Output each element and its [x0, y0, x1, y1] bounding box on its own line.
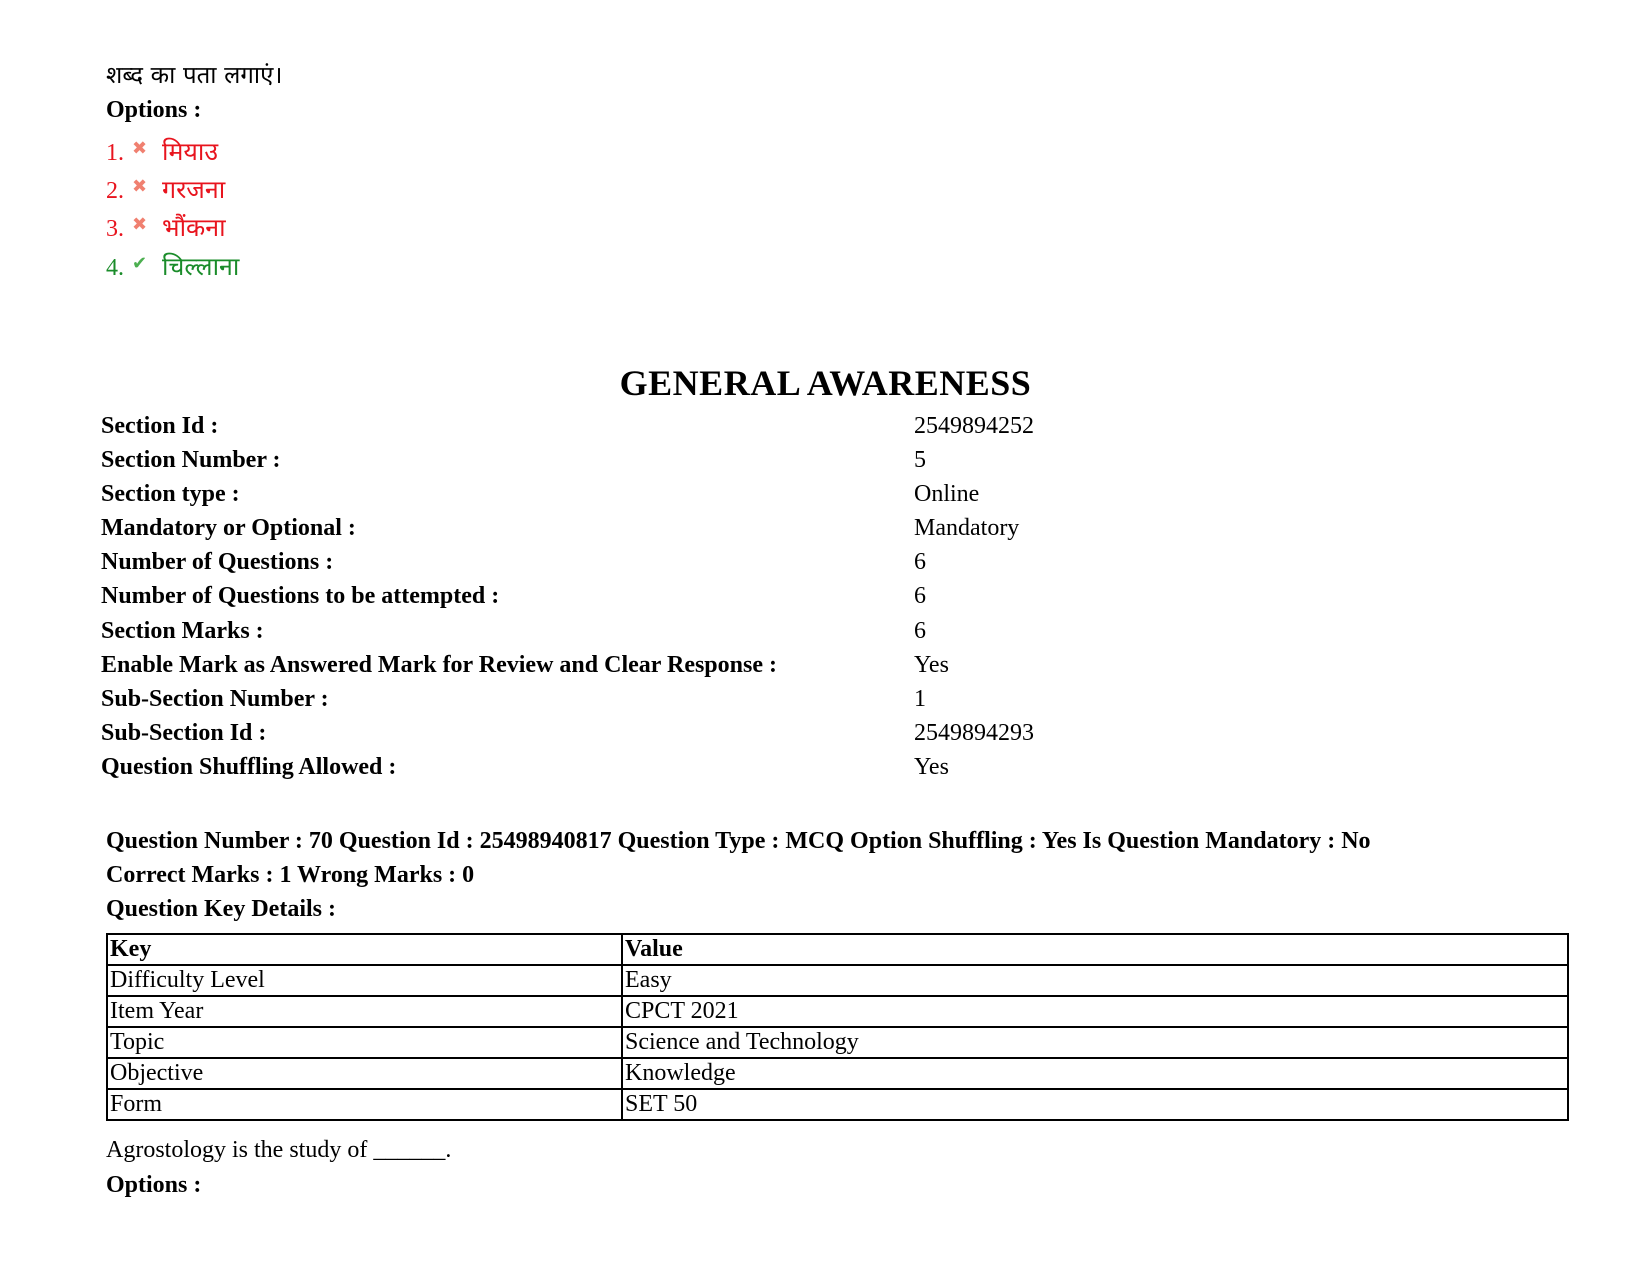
section-title: GENERAL AWARENESS	[619, 363, 1032, 403]
table-header-value: Value	[622, 934, 1568, 965]
question-marks: Correct Marks : 1 Wrong Marks : 0	[106, 862, 475, 888]
detail-value: 5	[914, 447, 926, 473]
table-cell-value: Science and Technology	[622, 1027, 1568, 1058]
table-row	[107, 965, 1568, 996]
detail-value: 6	[914, 549, 926, 575]
detail-key: Number of Questions to be attempted :	[101, 583, 500, 609]
detail-key: Number of Questions :	[101, 549, 334, 575]
table-row	[107, 996, 1568, 1027]
options-label: Options :	[106, 97, 202, 123]
option-number: 1.	[106, 140, 124, 166]
detail-key: Section Marks :	[101, 618, 264, 644]
detail-value: Online	[914, 481, 980, 507]
option-1	[106, 134, 218, 168]
option-text: मियाउ	[162, 137, 219, 166]
question-key-table	[106, 933, 1569, 1121]
option-text: भौंकना	[162, 213, 226, 242]
detail-key: Section Id :	[101, 413, 219, 439]
detail-key: Sub-Section Id :	[101, 720, 267, 746]
option-2	[106, 172, 225, 206]
detail-value: Mandatory	[914, 515, 1020, 541]
table-header-row	[107, 934, 1568, 965]
table-cell-value: SET 50	[622, 1089, 1568, 1120]
question-meta: Question Number : 70 Question Id : 25498940817 Question Type : MCQ Option Shuffling : Yes Is Question Mandatory : No	[106, 828, 1371, 854]
option-text: चिल्लाना	[162, 252, 240, 281]
detail-value: 2549894252	[914, 413, 1034, 439]
option-3	[106, 210, 226, 244]
option-text: गरजना	[162, 175, 226, 204]
table-header-key: Key	[107, 934, 622, 965]
detail-key: Sub-Section Number :	[101, 686, 329, 712]
option-number: 4.	[106, 255, 124, 281]
table-cell-key: Item Year	[107, 996, 622, 1027]
detail-value: 6	[914, 583, 926, 609]
table-cell-key: Objective	[107, 1058, 622, 1089]
table-cell-value: CPCT 2021	[622, 996, 1568, 1027]
detail-key: Section Number :	[101, 447, 281, 473]
detail-value: 2549894293	[914, 720, 1034, 746]
detail-key: Question Shuffling Allowed :	[101, 754, 397, 780]
option-4	[106, 249, 239, 283]
option-number: 2.	[106, 178, 124, 204]
table-cell-key: Form	[107, 1089, 622, 1120]
option-number: 3.	[106, 216, 124, 242]
detail-key: Enable Mark as Answered Mark for Review and Clear Response :	[101, 652, 777, 678]
cross-icon: ✖	[132, 138, 148, 159]
detail-value: Yes	[914, 652, 949, 678]
cross-icon: ✖	[132, 214, 148, 235]
table-row	[107, 1027, 1568, 1058]
table-cell-value: Knowledge	[622, 1058, 1568, 1089]
detail-value: 6	[914, 618, 926, 644]
cross-icon: ✖	[132, 176, 148, 197]
detail-key: Mandatory or Optional :	[101, 515, 356, 541]
options-label: Options :	[106, 1172, 202, 1198]
question-text: Agrostology is the study of ______.	[106, 1137, 452, 1163]
detail-value: Yes	[914, 754, 949, 780]
table-cell-key: Difficulty Level	[107, 965, 622, 996]
check-icon: ✔	[132, 253, 148, 274]
detail-key: Section type :	[101, 481, 240, 507]
detail-value: 1	[914, 686, 926, 712]
table-cell-key: Topic	[107, 1027, 622, 1058]
table-cell-value: Easy	[622, 965, 1568, 996]
question-key-details-label: Question Key Details :	[106, 896, 336, 922]
question-stem-tail: शब्द का पता लगाएं।	[106, 61, 283, 89]
table-row	[107, 1058, 1568, 1089]
table-row	[107, 1089, 1568, 1120]
